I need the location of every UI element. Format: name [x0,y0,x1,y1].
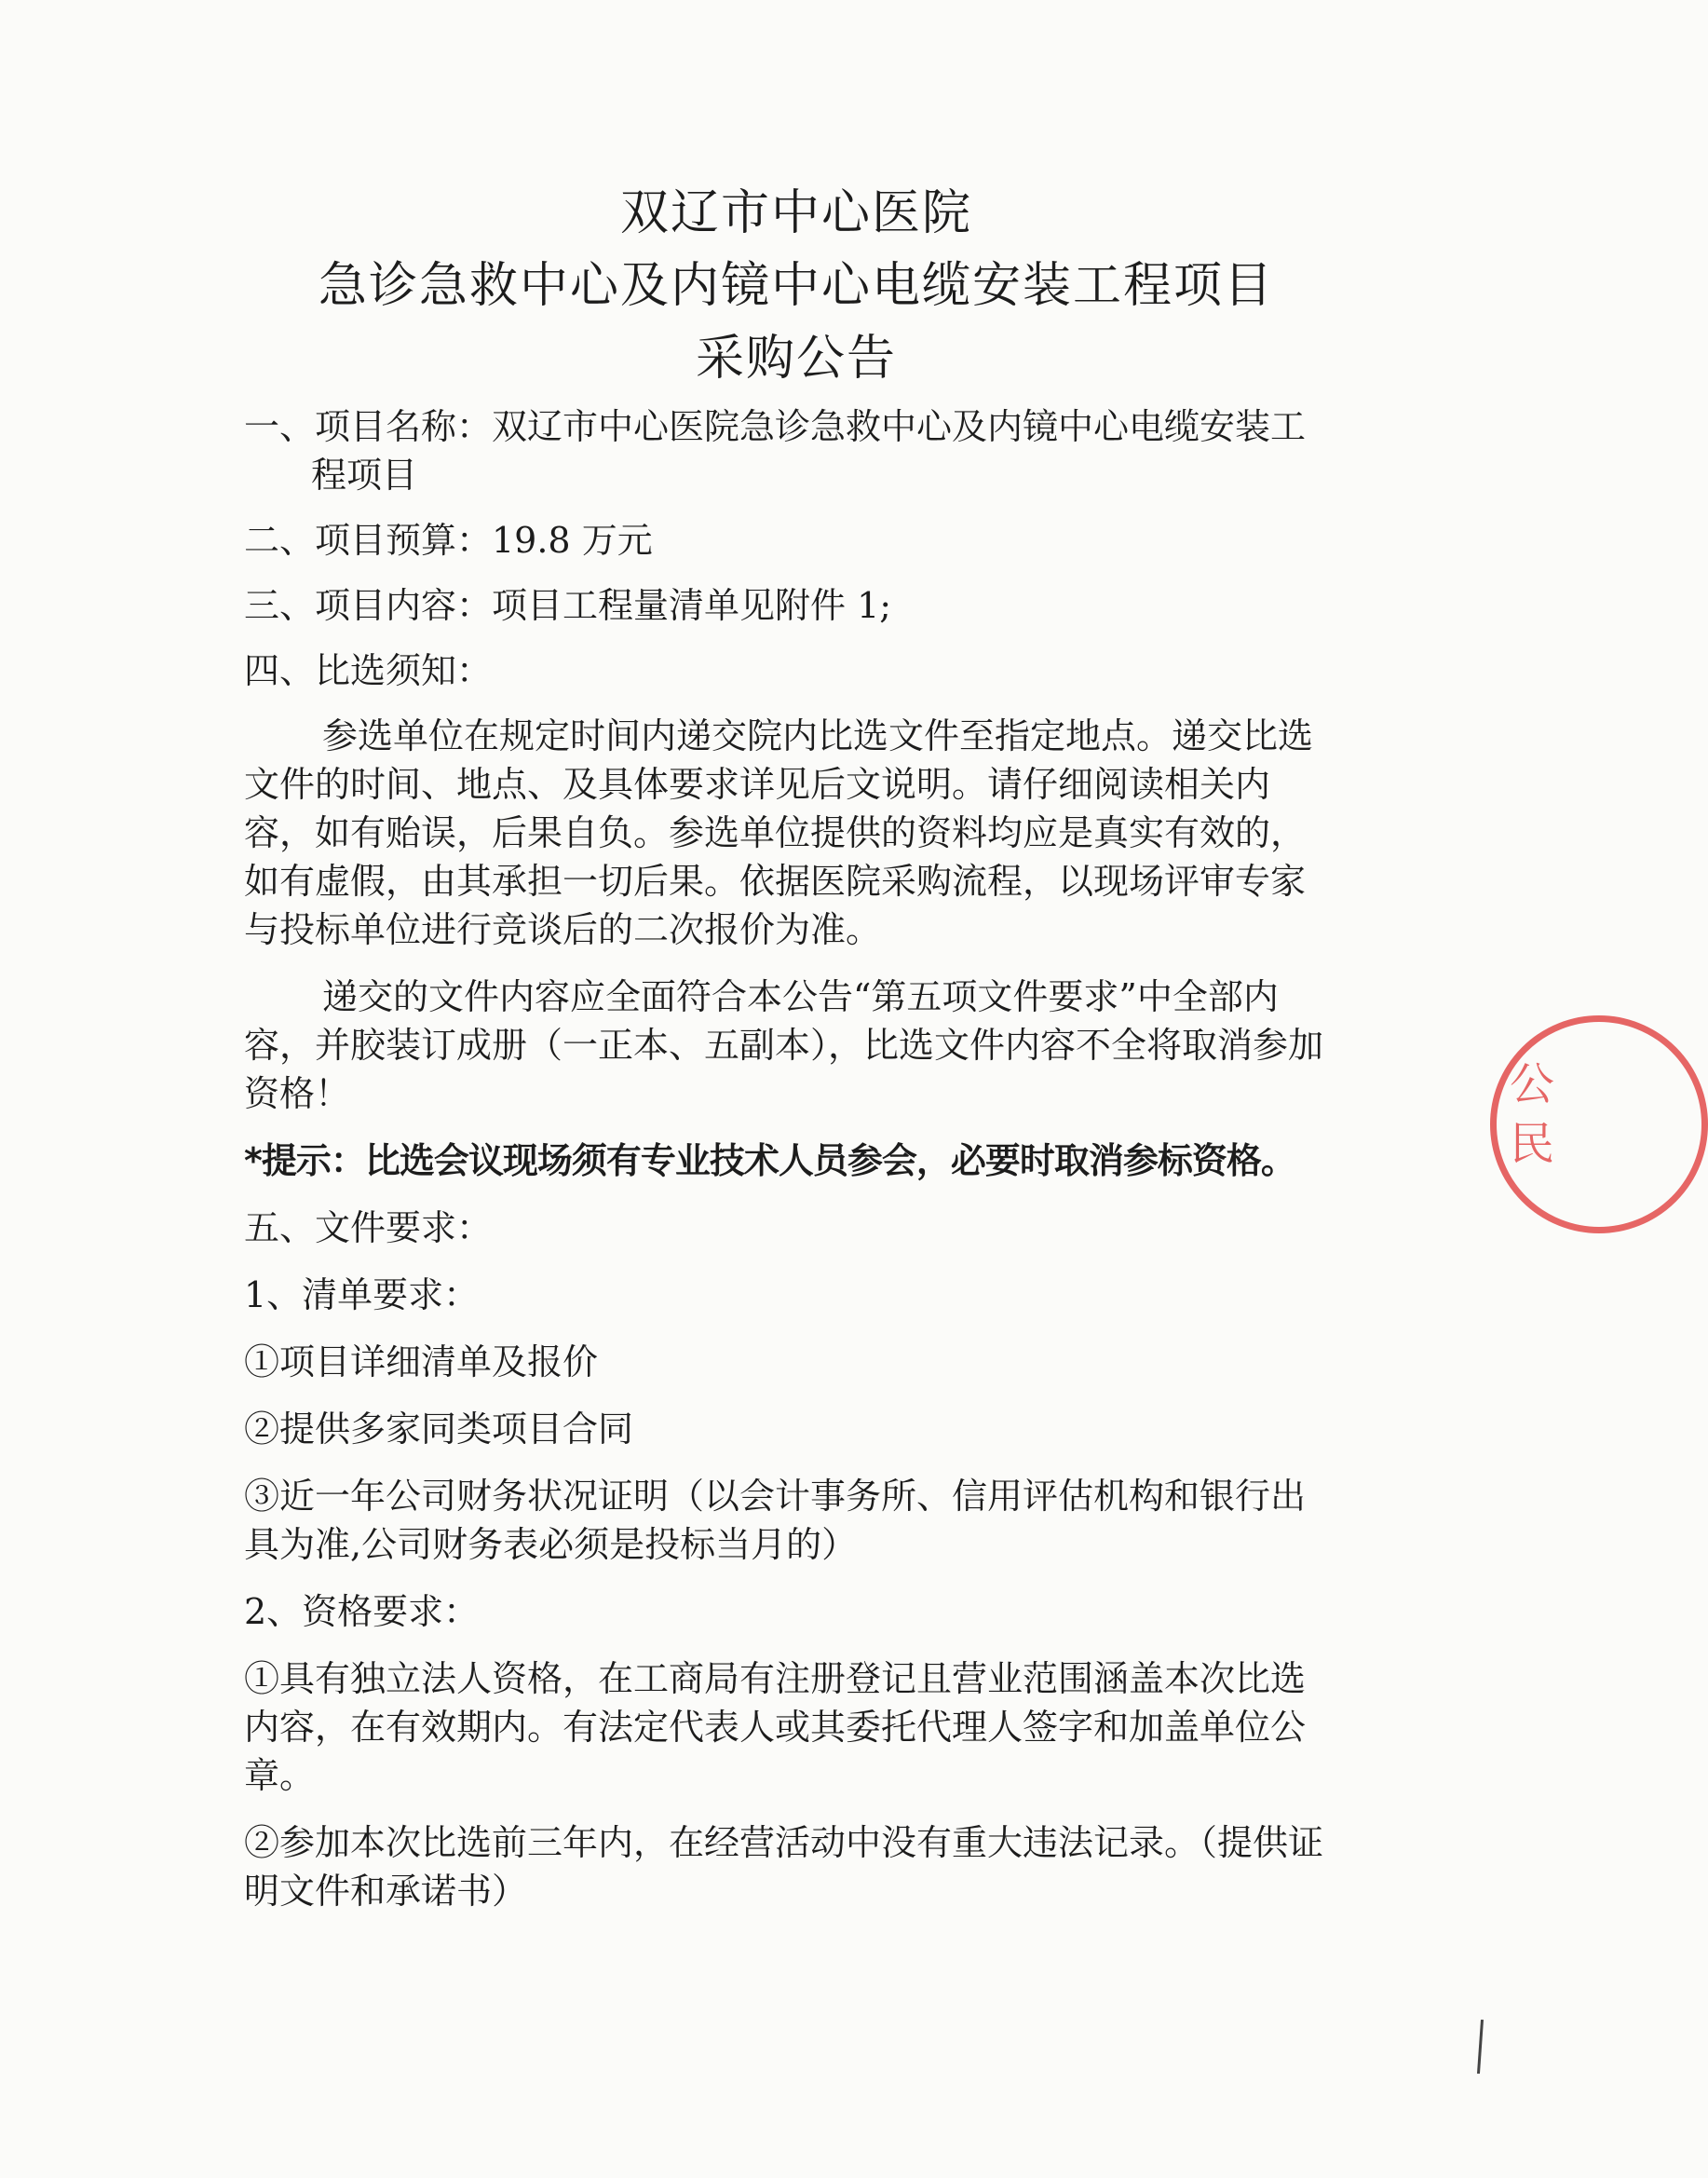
title-block [0,177,1593,395]
list-item: ①项目详细清单及报价 [244,1341,599,1382]
notice-tip: *提示：比选会议现场须有专业技术人员参会，必要时取消参标资格。 [244,1140,1295,1181]
qualification-heading: 2、资格要求： [244,1591,480,1632]
list-item: ②提供多家同类项目合同 [244,1409,634,1450]
qualification-item: ①具有独立法人资格，在工商局有注册登记且营业范围涵盖本次比选内容，在有效期内。有法定代表人或其委托代理人签字和加盖单位公章。 [244,1658,1307,1796]
notice-paragraph-1: 参选单位在规定时间内递交院内比选文件至指定地点。递交比选文件的时间、地点、及具体要求详见后文说明。请仔细阅读相关内容，如有贻误，后果自负。参选单位提供的资料均应是真实有效的，如有虚假，由其承担一切后果。依据医院采购流程，以现场评审专家与投标单位进行竞谈后的二次报价为准。 [244,715,1314,950]
document-body [244,402,1324,1934]
item-project-name: 一、项目名称：双辽市中心医院急诊急救中心及内镜中心电缆安装工程项目 [244,406,1307,496]
stamp-glyph-top: 公 [1510,1058,1555,1110]
red-seal-stamp [1490,1015,1708,1233]
item-project-budget: 二、项目预算：19.8 万元 [244,520,653,561]
notice-paragraph-2: 递交的文件内容应全面符合本公告“第五项文件要求”中全部内容，并胶装订成册（一正本、五副本），比选文件内容不全将取消参加资格！ [244,976,1324,1114]
item-project-content: 三、项目内容：项目工程量清单见附件 1; [244,585,892,626]
stamp-glyph-bottom: 民 [1510,1118,1555,1170]
item-notice-heading: 四、比选须知： [244,650,493,691]
title-announcement: 采购公告 [695,331,897,387]
requirements-heading: 五、文件要求： [244,1207,493,1248]
list-item: ③近一年公司财务状况证明（以会计事务所、信用评估机构和银行出具为准,公司财务表必须是投标当月的） [244,1476,1307,1565]
list-requirements-heading: 1、清单要求： [244,1274,480,1315]
scan-mark [1477,2020,1484,2074]
qualification-item: ②参加本次比选前三年内，在经营活动中没有重大违法记录。（提供证明文件和承诺书） [244,1822,1324,1912]
title-project: 急诊急救中心及内镜中心电缆安装工程项目 [318,258,1274,314]
title-hospital: 双辽市中心医院 [619,185,972,241]
